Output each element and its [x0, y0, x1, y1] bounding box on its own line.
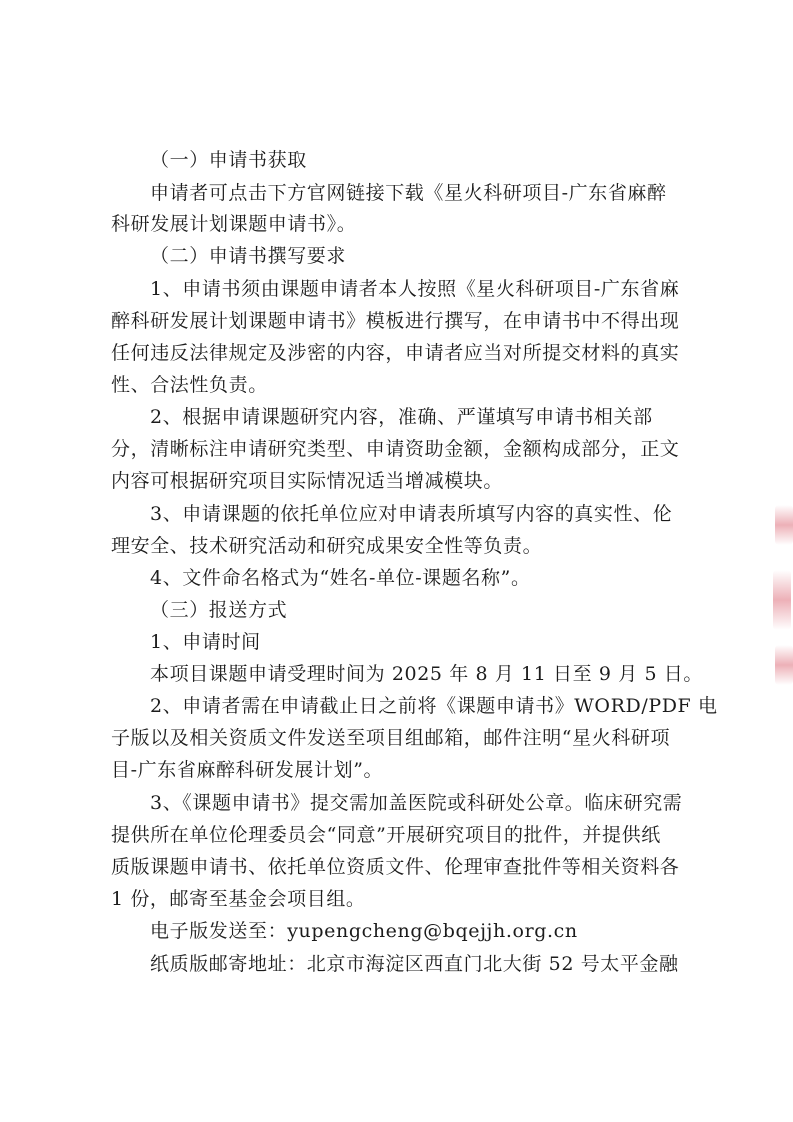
seal-mark	[775, 645, 793, 685]
paragraph-line: 质版课题申请书、依托单位资质文件、伦理审查批件等相关资料各	[111, 856, 680, 878]
seal-mark	[775, 505, 793, 545]
address-line: 纸质版邮寄地址：北京市海淀区西直门北大街 52 号太平金融	[150, 953, 679, 975]
paragraph-line: 申请者可点击下方官网链接下载《星火科研项目-广东省麻醉	[150, 182, 667, 204]
paragraph-line: 分，清晰标注申请研究类型、申请资助金额，金额构成部分，正文	[111, 438, 680, 460]
section-heading-3: （三）报送方式	[150, 599, 288, 621]
paragraph-line: 1 份，邮寄至基金会项目组。	[111, 888, 366, 910]
paragraph-line: 任何违反法律规定及涉密的内容，申请者应当对所提交材料的真实	[111, 342, 680, 364]
subsection-heading: 1、申请时间	[150, 631, 261, 653]
paragraph-line: 1、申请书须由课题申请者本人按照《星火科研项目-广东省麻	[150, 278, 680, 300]
section-heading-2: （二）申请书撰写要求	[150, 245, 347, 267]
paragraph-line: 3、《课题申请书》提交需加盖医院或科研处公章。临床研究需	[150, 792, 683, 814]
paragraph-line: 子版以及相关资质文件发送至项目组邮箱，邮件注明“星火科研项	[111, 727, 671, 749]
seal-mark	[773, 570, 791, 630]
paragraph-line: 性、合法性负责。	[111, 374, 268, 396]
paragraph-line: 内容可根据研究项目实际情况适当增减模块。	[111, 470, 504, 492]
paragraph-line: 2、申请者需在申请截止日之前将《课题申请书》WORD/PDF 电	[150, 695, 718, 717]
paragraph-line: 提供所在单位伦理委员会“同意”开展研究项目的批件，并提供纸	[111, 824, 661, 846]
paragraph-line: 2、根据申请课题研究内容，准确、严谨填写申请书相关部	[150, 406, 653, 428]
email-line: 电子版发送至：yupengcheng@bqejjh.org.cn	[150, 920, 578, 942]
paragraph-line: 理安全、技术研究活动和研究成果安全性等负责。	[111, 535, 543, 557]
section-heading-1: （一）申请书获取	[150, 149, 307, 171]
paragraph-line: 科研发展计划课题申请书》。	[111, 213, 357, 235]
paragraph-line: 3、申请课题的依托单位应对申请表所填写内容的真实性、伦	[150, 503, 673, 525]
paragraph-line: 目-广东省麻醉科研发展计划”。	[111, 759, 384, 781]
paragraph-line: 4、文件命名格式为“姓名-单位-课题名称”。	[150, 567, 531, 589]
paragraph-line: 醉科研发展计划课题申请书》模板进行撰写，在申请书中不得出现	[111, 310, 680, 332]
paragraph-line: 本项目课题申请受理时间为 2025 年 8 月 11 日至 9 月 5 日。	[150, 663, 703, 685]
